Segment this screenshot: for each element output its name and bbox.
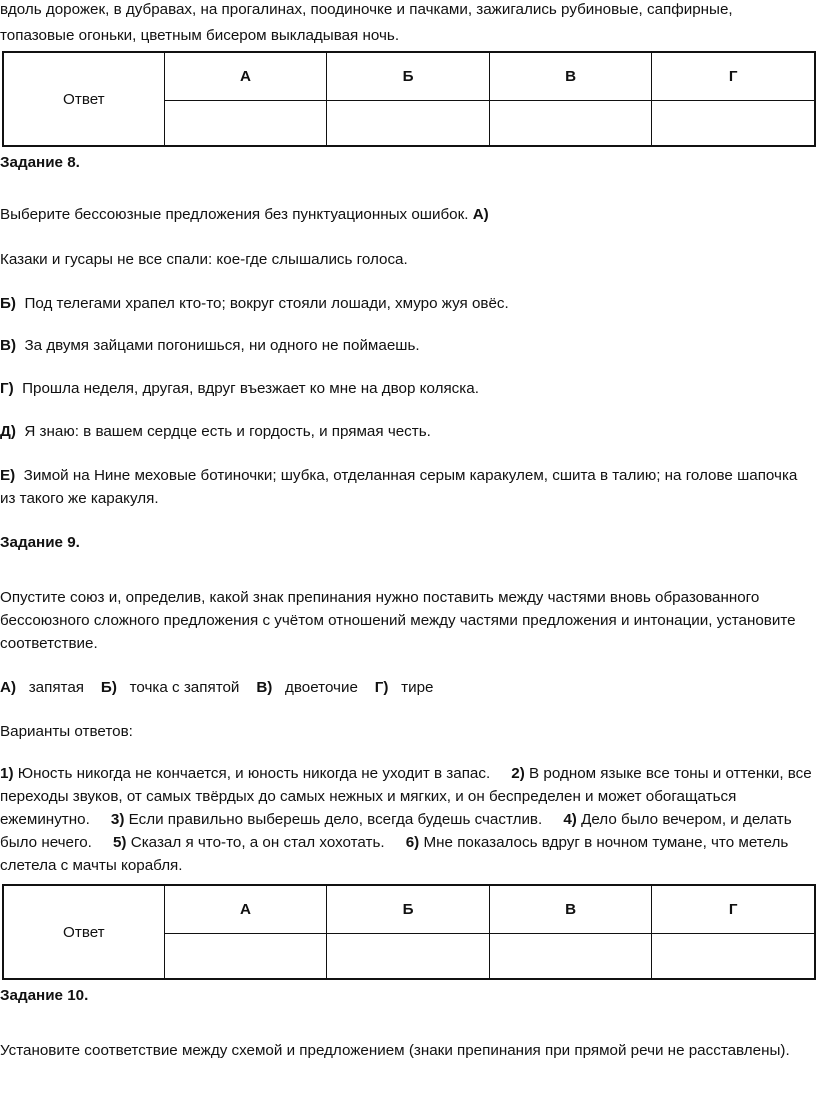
answer-label: Ответ (3, 52, 164, 146)
column-header-a: А (164, 52, 327, 100)
option-letter: А) (472, 206, 489, 223)
column-header-v: В (489, 885, 652, 933)
task9-variants-label: Варианты ответов: (0, 723, 133, 740)
task10-question: Установите соответствие между схемой и предложением (знаки препинания при прямой речи не расставлены). (0, 1042, 790, 1059)
task8-option-e: Е) Зимой на Нине меховые ботиночки; шубка, отделанная серым каракулем, сшита в талию; на голове шапочка из такого же каракуля. (0, 467, 798, 507)
task9-marks: А) запятая Б) точка с запятой В) двоеточие Г) тире (0, 679, 434, 696)
answer-cell-v[interactable] (489, 933, 652, 979)
task8-option-d: Д) Я знаю: в вашем сердце есть и гордость, и прямая честь. (0, 423, 431, 440)
task8-title: Задание 8. (0, 154, 80, 171)
answer-cell-v[interactable] (489, 100, 652, 146)
column-header-v: В (489, 52, 652, 100)
column-header-g: Г (652, 885, 815, 933)
task8-question: Выберите бессоюзные предложения без пунктуационных ошибок. А) (0, 206, 489, 223)
answer-cell-g[interactable] (652, 100, 815, 146)
column-header-a: А (164, 885, 327, 933)
task8-option-v: В) За двумя зайцами погонишься, ни одного не поймаешь. (0, 337, 420, 354)
answer-label: Ответ (3, 885, 164, 979)
intro-line-1: вдоль дорожек, в дубравах, на прогалинах, поодиночке и пачками, зажигались рубиновые, сапфирные, (0, 1, 733, 18)
intro-line-2: топазовые огоньки, цветным бисером выкладывая ночь. (0, 27, 400, 44)
answer-cell-b[interactable] (327, 933, 490, 979)
column-header-g: Г (652, 52, 815, 100)
task9-title: Задание 9. (0, 534, 80, 551)
answer-cell-g[interactable] (652, 933, 815, 979)
column-header-b: Б (327, 52, 490, 100)
task8-option-a: Казаки и гусары не все спали: кое-где слышались голоса. (0, 251, 408, 268)
answer-cell-a[interactable] (164, 933, 327, 979)
answer-table-2 (2, 884, 816, 980)
task9-question: Опустите союз и, определив, какой знак препинания нужно поставить между частями вновь образованного бессоюзного сложного предложения с учётом отношений между частями предложения и интонации, установите соответствие. (0, 589, 796, 652)
task10-title: Задание 10. (0, 987, 89, 1004)
column-header-b: Б (327, 885, 490, 933)
answer-cell-a[interactable] (164, 100, 327, 146)
task9-variants: 1) Юность никогда не кончается, и юность никогда не уходит в запас. 2) В родном языке все тоны и оттенки, все переходы звуков, от самых твёрдых до самых нежных и мягких, и он беспределен и может обогащаться ежеминутно. 3) Если правильно выберешь дело, всегда будешь счастлив. 4) Дело было вечером, и делать было нечего. 5) Сказал я что-то, а он стал хохотать. 6) Мне показалось вдруг в ночном тумане, что метель слетела с мачты корабля. (0, 765, 812, 874)
task8-option-b: Б) Под телегами храпел кто-то; вокруг стояли лошади, хмуро жуя овёс. (0, 295, 509, 312)
task8-option-g: Г) Прошла неделя, другая, вдруг въезжает ко мне на двор коляска. (0, 380, 479, 397)
answer-table-1 (2, 51, 816, 147)
answer-cell-b[interactable] (327, 100, 490, 146)
